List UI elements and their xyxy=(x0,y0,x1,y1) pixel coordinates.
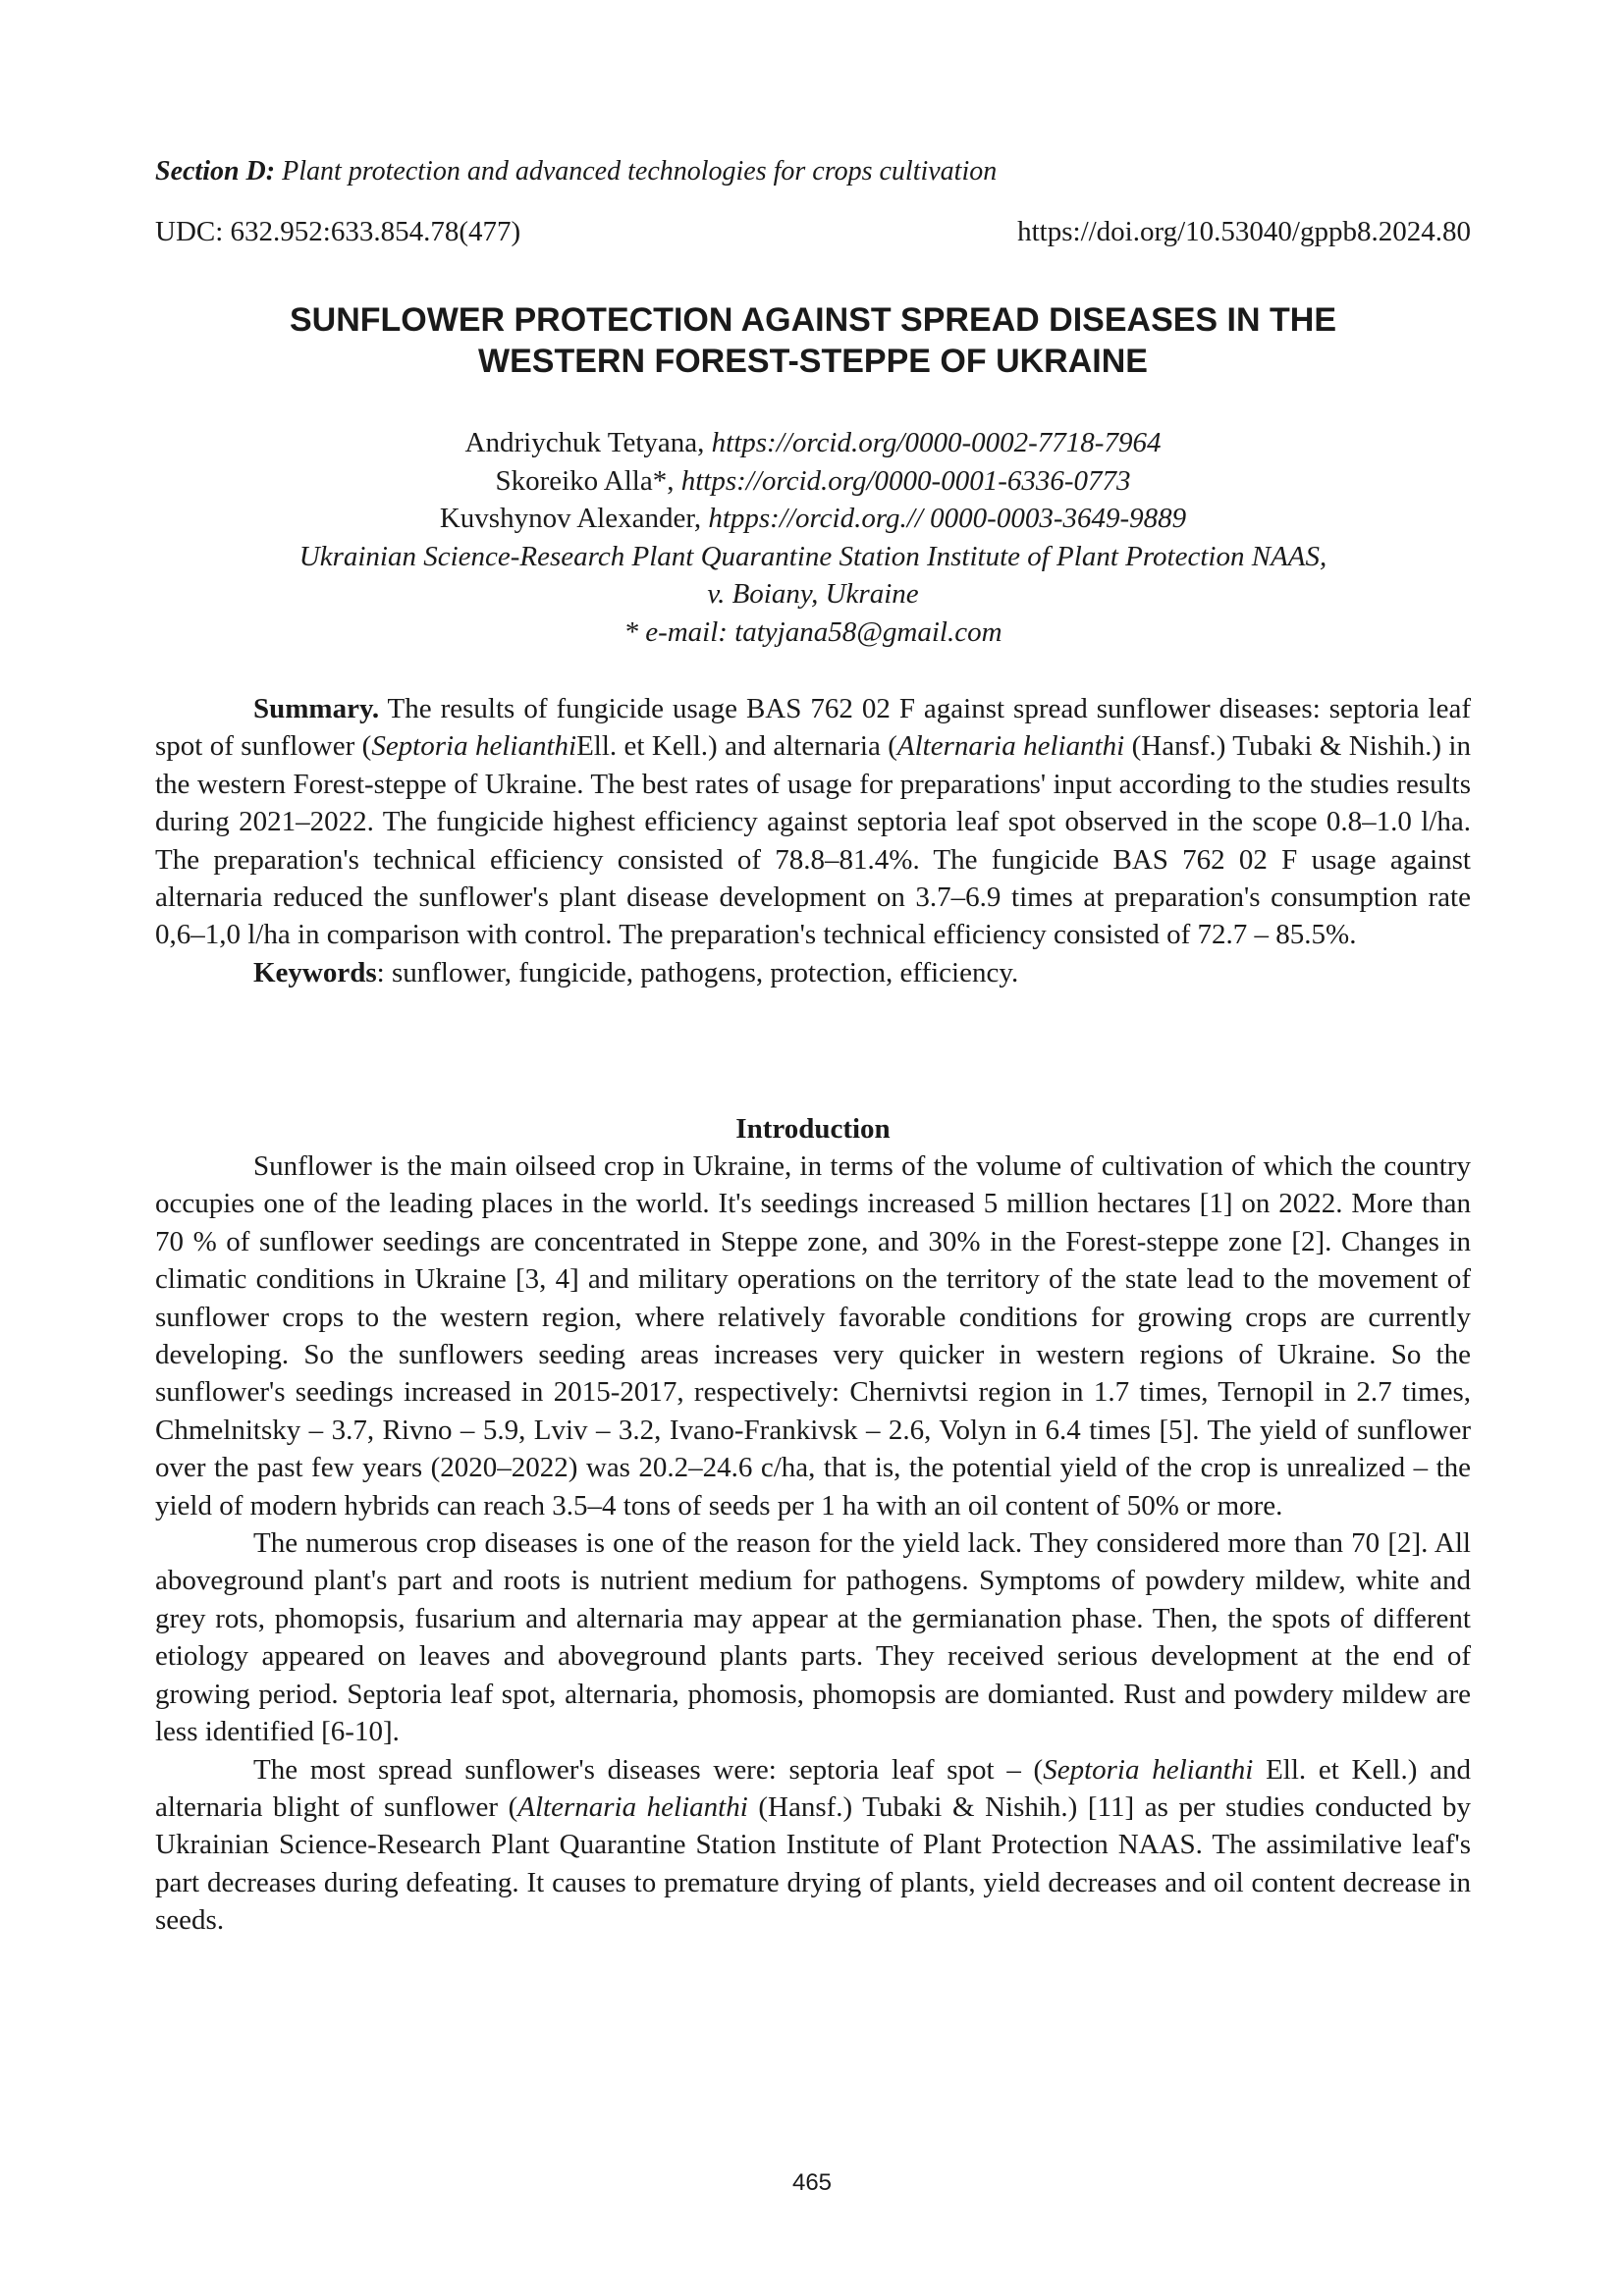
author-name: Skoreiko Alla*, xyxy=(495,464,681,497)
section-header xyxy=(155,154,1471,189)
author-name: Kuvshynov Alexander, xyxy=(439,503,709,534)
introduction-body xyxy=(155,1148,1471,1940)
intro-paragraph-1: Sunflower is the main oilseed crop in Ukraine, in terms of the volume of cultivation of which the country occupies one of the leading places in the world. It's seedings increased 5 million hectares [1] on 2022. More than 70 % of sunflower seedings are concentrated in Steppe zone, and 30% in the Forest-steppe zone [2]. Changes in climatic conditions in Ukraine [3, 4] and military operations on the territory of the state lead to the movement of sunflower crops to the western region, where relatively favorable conditions for growing crops are currently developing. So the sunflowers seeding areas increases very quicker in western regions of Ukraine. So the sunflower's seedings increased in 2015-2017, respectively: Chernivtsi region in 1.7 times, Ternopil in 2.7 times, Chmelnitsky – 3.7, Rivno – 5.9, Lviv – 3.2, Ivano-Frankivsk – 2.6, Volyn in 6.4 times [5]. The yield of sunflower over the past few years (2020–2022) was 20.2–24.6 c/ha, that is, the potential yield of the crop is unrealized – the yield of modern hybrids can reach 3.5–4 tons of seeds per 1 ha with an oil content of 50% or more. xyxy=(155,1150,1471,1522)
species-name: Alternaria helianthi xyxy=(896,730,1125,763)
section-title: Plant protection and advanced technologies for crops cultivation xyxy=(282,156,998,187)
page-number: 465 xyxy=(791,2169,833,2196)
title-line-1: SUNFLOWER PROTECTION AGAINST SPREAD DISEASES IN THE xyxy=(289,301,1337,339)
species-name: Septoria helianthi xyxy=(1043,1753,1254,1786)
orcid-link[interactable]: https://orcid.org/0000-0001-6336-0773 xyxy=(680,464,1131,497)
summary-text: The results of fungicide usage BAS 762 02 F against spread sunflower diseases: septoria leaf spot of sunflower ( xyxy=(155,693,1471,763)
keywords-text: : sunflower, fungicide, pathogens, protection, efficiency. xyxy=(376,956,1019,988)
paper-title xyxy=(155,299,1471,382)
intro-paragraph-2: The numerous crop diseases is one of the reason for the yield lack. They considered more than 70 [2]. All aboveground plant's part and roots is nutrient medium for pathogens. Symptoms of powdery mildew, white and grey rots, phomopsis, fusarium and alternaria may appear at the germianation phase. Then, the spots of different etiology appeared on leaves and aboveground plants parts. They received serious development at the end of growing period. Septoria leaf spot, alternaria, phomosis, phomopsis are domianted. Rust and powdery mildew are less identified [6-10]. xyxy=(155,1527,1471,1748)
paragraph-text: Ell. et Kell.) and alternaria blight of sunflower ( xyxy=(155,1753,1471,1823)
affiliation-line-1: Ukrainian Science-Research Plant Quarantine Station Institute of Plant Protection NAAS, xyxy=(298,540,1327,572)
intro-paragraph-3 xyxy=(155,1751,1471,1940)
paragraph-text: The most spread sunflower's diseases were: septoria leaf spot – ( xyxy=(253,1753,1044,1786)
introduction-heading: Introduction xyxy=(735,1113,891,1145)
author-block xyxy=(155,424,1471,651)
species-name: Septoria helianthi xyxy=(371,730,577,763)
keywords-label: Keywords xyxy=(253,956,377,988)
keywords-paragraph xyxy=(155,954,1471,991)
summary-text: (Hansf.) Tubaki & Nishih.) in the western Forest-steppe of Ukraine. The best rates of usage for preparations' input according to the studies results during 2021–2022. The fungicide highest efficiency against septoria leaf spot observed in the scope 0.8–1.0 l/ha. The preparation's technical efficiency consisted of 78.8–81.4%. The fungicide BAS 762 02 F usage against alternaria reduced the sunflower's plant disease development on 3.7–6.9 times at preparation's consumption rate 0,6–1,0 l/ha in comparison with control. The preparation's technical efficiency consisted of 72.7 – 85.5%. xyxy=(155,730,1471,951)
summary-label: Summary. xyxy=(253,693,380,724)
summary-section xyxy=(155,690,1471,991)
email-line[interactable]: * e-mail: tatyjana58@gmail.com xyxy=(623,615,1002,648)
udc-code: UDC: 632.952:633.854.78(477) xyxy=(155,216,521,247)
summary-text: Ell. et Kell.) and alternaria ( xyxy=(576,730,897,763)
section-label: Section D: xyxy=(155,156,276,187)
author-line xyxy=(155,462,1471,501)
summary-paragraph xyxy=(155,690,1471,954)
doi-link[interactable]: https://doi.org/10.53040/gppb8.2024.80 xyxy=(1017,216,1471,247)
paragraph-text: (Hansf.) Tubaki & Nishih.) [11] as per studies conducted by Ukrainian Science-Research Plant Quarantine Station Institute of Plant Protection NAAS. The assimilative leaf's part decreases during defeating. It causes to premature drying of plants, yield decreases and oil content decrease in seeds. xyxy=(155,1790,1471,1937)
udc-doi-row xyxy=(155,214,1471,249)
orcid-link[interactable]: https://orcid.org/0000-0002-7718-7964 xyxy=(711,427,1162,458)
orcid-link[interactable]: htpps://orcid.org.// 0000-0003-3649-9889 xyxy=(708,503,1187,534)
author-line xyxy=(155,500,1471,538)
author-line xyxy=(155,424,1471,462)
author-name: Andriychuk Tetyana, xyxy=(464,427,712,458)
title-line-2: WESTERN FOREST-STEPPE OF UKRAINE xyxy=(478,343,1148,380)
affiliation-line-2: v. Boiany, Ukraine xyxy=(707,578,919,610)
species-name: Alternaria helianthi xyxy=(517,1790,748,1823)
